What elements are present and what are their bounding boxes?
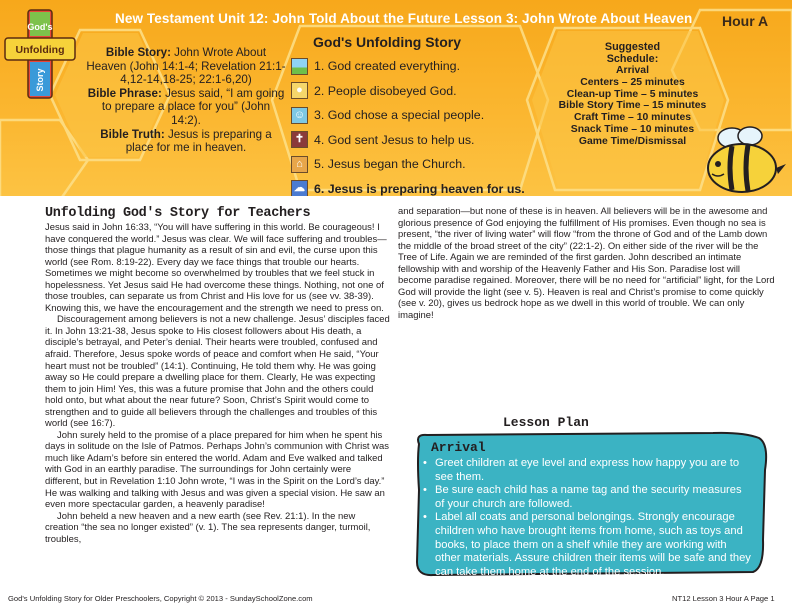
story-list [291,54,531,196]
footer-page-info: NT12 Lesson 3 Hour A Page 1 [672,594,775,603]
svg-text:Unfolding: Unfolding [15,44,65,56]
svg-text:Story: Story [35,68,45,92]
paragraph: Discouragement among believers is not a new challenge. Jesus’ disciples faced it. In John 13:21-38, Jesus spoke to His closest followers about His death, a disciple’s betrayal, and Peter’s denial. Their hearts were troubled, confused and afraid. Therefore, Jesus spoke words of peace and comfort when He said, “Your heart must not be troubled” (14:1). Continuing, He told them why. He was going away so He could prepare a dwelling place for them. Clearly, He was expecting them to join Him! Yes, this was a future promise that John and the others could hold onto, but what about the near future? Soon, Christ’s Spirit would come to strengthen and to guide all believers through the challenges and troubles of this world (see 16:7). [45,314,390,430]
paragraph: and separation—but none of these is in heaven. All believers will be in the awesome and glorious presence of God enjoying the fulfillment of His promises. Even though no sea is present, “the river of living water” will flow “from the throne of God and of the Lamb down the middle of the broad street of the city” (22:1-2). On either side of the river will be the Tree of Life. Again we are reminded of the first garden. John described an intimate fellowship with and worship of the Heavenly Father and His Son. Paradise lost will become paradise regained. Moreover, there will be no need for “artificial” light, for the Lord God will provide the light (see v. 5). Heaven is real and Christ’s promise to come quickly (see v. 20), gives us bedrock hope as we dwell in this world of trouble. We can only imagine! [398,206,775,321]
list-item: • Be sure each child has a name tag and the security measures of your church are followed. [423,484,753,511]
church-icon: ⌂ [291,156,308,173]
footer-copyright: God's Unfolding Story for Older Preschoolers, Copyright © 2013 - SundaySchoolZone.com [8,594,313,603]
story-item: 1. God created everything. [291,54,531,79]
hour-label: Hour A [722,13,769,29]
schedule-row: Bible Story Time – 15 minutes [558,100,707,112]
cross-icon: ✝ [291,131,308,148]
story-item: ✝ 4. God sent Jesus to help us. [291,128,531,153]
schedule-row: Craft Time – 10 minutes [573,112,692,124]
teachers-title: Unfolding God's Story for Teachers [45,206,311,221]
schedule-row: Centers – 25 minutes [580,76,685,88]
bible-story: Bible Story: John Wrote About Heaven (John 14:1-4; Revelation 21:1-4,12-14,18-25; 22:1-6,20) [86,46,286,87]
list-item: • Help each child make a choice where he or she would like to begin his or her Center Time. [423,579,753,606]
list-item: • Greet children at eye level and express how happy you are to see them. [423,457,753,484]
paragraph: John beheld a new heaven and a new earth (see Rev. 21:1). In the new creation “the sea no longer existed” (v. 1). The sea represents danger, turmoil, troubles, [45,510,371,545]
story-item: ⌂ 5. Jesus began the Church. [291,152,531,177]
face-icon: ☺ [291,107,308,124]
header-band [0,0,792,196]
gods-unfolding-story-logo [2,8,78,102]
bee-illustration [702,124,788,196]
story-title: God's Unfolding Story [313,34,461,50]
creation-icon [291,58,308,75]
schedule-row: Snack Time – 10 minutes [570,123,695,135]
bible-phrase: Bible Phrase: Jesus said, “I am going to prepare a place for you” (John 14:2). [87,86,285,127]
arrival-heading: Arrival [431,440,486,455]
bible-info [86,46,286,155]
svg-text:God's: God's [27,22,53,32]
bible-truth: Bible Truth: Jesus is preparing a place for me in heaven. [100,127,272,155]
paragraph: Jesus said in John 16:33, “You will have suffering in this world. Be courageous! I have conquered the world.” Jesus was clear. We will face suffering and troubles—those things that plague humanity as a result of sin and evil, the curse upon this world (see Rom. 8:19-22). Every day we face things that trouble our hearts. Sometimes we might become so overwhelmed by troubles that we feel stuck in hopelessness. Yet Jesus said He had overcome these things. Nothing, not one of those troubles, can separate us from Christ and His love for us (see vv. 38-39). Knowing this, we have the encouragement and the strength we need to press on. [45,222,387,314]
fruit-icon: ● [291,82,308,99]
story-item: ☺ 3. God chose a special people. [291,103,531,128]
list-item: • Label all coats and personal belongings. Strongly encourage children who have brought items from home, such as toys and books, to place them on a shelf while they are working with other materials. Assure children their items will be safe and they can take them home at the end of the session. [423,511,753,579]
unit-lesson-title: New Testament Unit 12: John Told About the Future Lesson 3: John Wrote About Heaven [115,11,693,26]
story-item: ● 2. People disobeyed God. [291,79,531,104]
arrival-list [423,457,753,607]
schedule-row: Game Time/Dismissal [578,135,687,147]
suggested-schedule: Suggested Schedule: Arrival Centers – 25 minutes Clean-up Time – 5 minutes Bible Story Time – 15 minutes Craft Time – 10 minutes Snack Time – 10 minutes Game Time/Dismissal [555,41,710,148]
schedule-row: Arrival [616,65,649,76]
story-item-current: ☁ 6. Jesus is preparing heaven for us. [291,177,531,197]
teachers-text-left [45,222,390,545]
lesson-plan-title: Lesson Plan [503,415,589,430]
teachers-text-right [398,206,776,321]
schedule-row: Clean-up Time – 5 minutes [566,88,699,100]
paragraph: John surely held to the promise of a place prepared for him when he spent his days in solitude on the Isle of Patmos. Perhaps John’s communion with Christ was much like Adam’s before sin entered the world. Adam and Eve walked and talked with God in an earthly paradise. The surroundings for John certainly were different, but in Revelation 1:10 John wrote, “I was in the Spirit on the Lord’s day.” He was walking and talking with Jesus and was given a special vision. He saw an even more spectacular garden, a heavenly paradise! [45,429,389,511]
heaven-icon: ☁ [291,180,308,196]
